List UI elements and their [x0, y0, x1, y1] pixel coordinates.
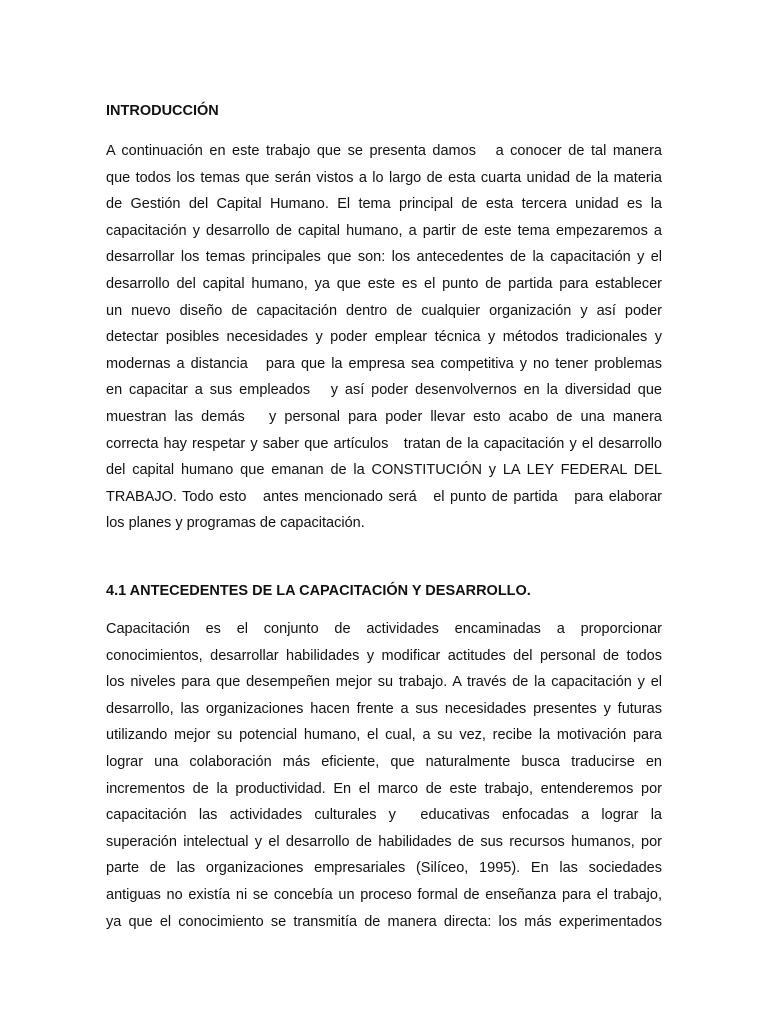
intro-line: modernas a distancia para que la empresa sea competitiva y no tener problemas: [106, 355, 662, 372]
intro-line: los planes y programas de capacitación.: [106, 515, 365, 532]
section-paragraph: [106, 616, 662, 935]
section-line: desarrollo, las organizaciones hacen frente a sus necesidades presentes y futuras: [106, 700, 662, 717]
section-line: conocimientos, desarrollar habilidades y modificar actitudes del personal de todos: [106, 647, 662, 664]
intro-line: que todos los temas que serán vistos a lo largo de esta cuarta unidad de la materia: [106, 169, 662, 186]
intro-line: correcta hay respetar y saber que artículos tratan de la capacitación y el desarrollo: [106, 435, 662, 452]
section-line: superación intelectual y el desarrollo de habilidades de sus recursos humanos, por: [106, 833, 662, 850]
intro-line: muestran las demás y personal para poder llevar esto acabo de una manera: [106, 408, 662, 425]
intro-line: de Gestión del Capital Humano. El tema principal de esta tercera unidad es la: [106, 196, 662, 213]
section-line: utilizando mejor su potencial humano, el cual, a su vez, recibe la motivación para: [106, 727, 662, 744]
section-line: capacitación las actividades culturales y educativas enfocadas a lograr la: [106, 807, 662, 824]
section-line: ya que el conocimiento se transmitía de manera directa: los más experimentados: [106, 913, 662, 930]
intro-line: desarrollar los temas principales que son: los antecedentes de la capacitación y el: [106, 249, 662, 266]
intro-line: capacitación y desarrollo de capital humano, a partir de este tema empezaremos a: [106, 222, 662, 239]
intro-paragraph: [106, 138, 662, 537]
intro-line: un nuevo diseño de capacitación dentro de cualquier organización y así poder: [106, 302, 662, 319]
intro-line: del capital humano que emanan de la CONSTITUCIÓN y LA LEY FEDERAL DEL: [106, 462, 662, 479]
section-line: lograr una colaboración más eficiente, que naturalmente busca traducirse en: [106, 753, 662, 770]
section-line: Capacitación es el conjunto de actividades encaminadas a proporcionar: [106, 621, 662, 637]
section-line: parte de las organizaciones empresariales (Silíceo, 1995). En las sociedades: [106, 860, 662, 877]
section-heading: 4.1 ANTECEDENTES DE LA CAPACITACIÓN Y DESARROLLO.: [106, 583, 531, 599]
section-line: antiguas no existía ni se concebía un proceso formal de enseñanza para el trabajo,: [106, 886, 662, 903]
section-line: los niveles para que desempeñen mejor su trabajo. A través de la capacitación y el: [106, 674, 662, 691]
section-line: incrementos de la productividad. En el marco de este trabajo, entenderemos por: [106, 780, 662, 797]
intro-line: detectar posibles necesidades y poder emplear técnica y métodos tradicionales y: [106, 329, 662, 346]
intro-line: desarrollo del capital humano, ya que este es el punto de partida para establecer: [106, 275, 662, 292]
intro-heading: INTRODUCCIÓN: [106, 103, 219, 119]
intro-line: TRABAJO. Todo esto antes mencionado será el punto de partida para elaborar: [106, 488, 662, 505]
intro-line: A continuación en este trabajo que se presenta damos a conocer de tal manera: [106, 143, 662, 159]
intro-line: en capacitar a sus empleados y así poder desenvolvernos en la diversidad que: [106, 382, 662, 399]
